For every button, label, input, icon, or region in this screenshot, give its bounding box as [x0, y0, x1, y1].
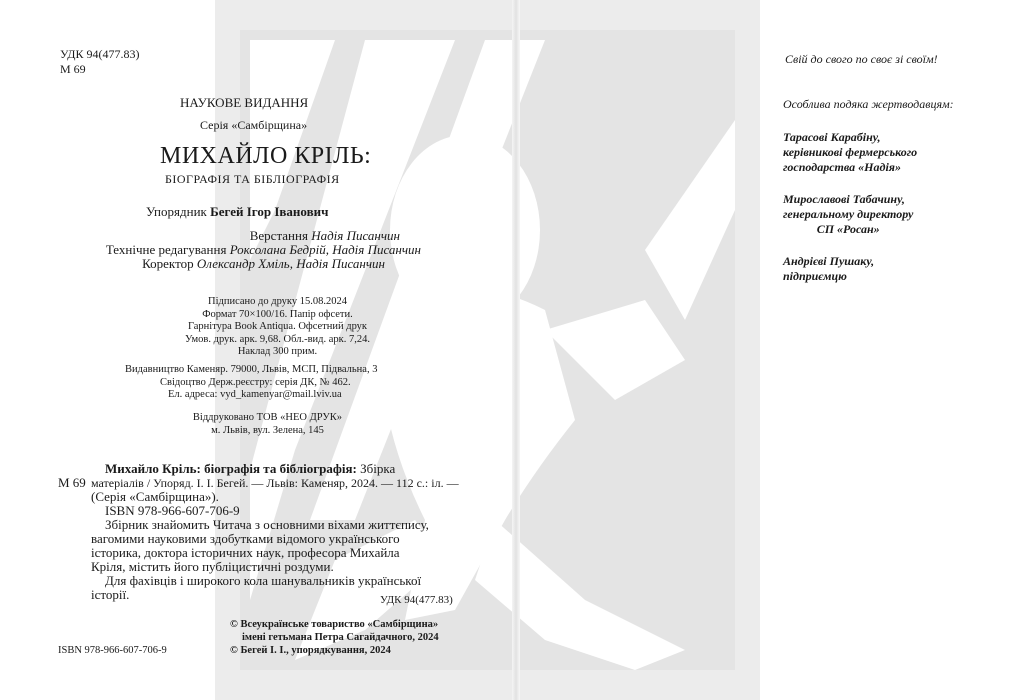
copyright-block [230, 618, 439, 657]
staff-row [95, 229, 425, 243]
staff-role: Верстання [249, 228, 308, 243]
publisher-info [125, 364, 377, 402]
annotation-line: історика, доктора історичних наук, професора Михайла [91, 545, 400, 560]
compiler-label: Упорядник [146, 204, 207, 219]
biblio-title-line [105, 462, 395, 476]
staff-row [95, 243, 425, 257]
donor-line: господарства «Надія» [783, 160, 901, 174]
donor-line: генеральному директору [783, 207, 914, 221]
annotation-line: Для фахівців і широкого кола шанувальників української [105, 573, 422, 588]
print-info-line: Наклад 300 прим. [237, 346, 318, 357]
print-info-line: Умов. друк. арк. 9,68. Обл.-вид. арк. 7,24. [184, 333, 370, 345]
staff-credits [95, 229, 425, 271]
staff-names: Олександр Хміль, Надія Писанчин [196, 256, 385, 271]
biblio-isbn: ISBN 978-966-607-706-9 [105, 503, 240, 518]
donor-line: Мирославові Табачину, [783, 192, 905, 206]
print-info-line: Гарнітура Book Antiqua. Офсетний друк [187, 321, 368, 332]
printer-line: Віддруковано ТОВ «НЕО ДРУК» [192, 412, 343, 423]
staff-names: Роксолана Бедрій, Надія Писанчин [229, 242, 421, 257]
donor-line: Андрієві Пушаку, [783, 254, 875, 268]
print-info [155, 296, 400, 359]
biblio-line: матеріалів / Упоряд. І. І. Бегей. — Львів: Каменяр, 2024. — 112 с.: іл. — [91, 476, 459, 490]
staff-names: Надія Писанчин [311, 228, 400, 243]
publisher-line: Видавництво Каменяр. 79000, Львів, МСП, Підвальна, 3 [125, 364, 378, 375]
udk-block [60, 47, 139, 77]
copyright-line: © Бегей І. І., упорядкування, 2024 [230, 645, 391, 656]
donor-line: Тарасові Карабіну, [783, 130, 881, 144]
annotation-line: історії. [91, 587, 130, 602]
biblio-code: М 69 [58, 475, 86, 490]
edition-type: НАУКОВЕ ВИДАННЯ [180, 95, 309, 110]
donor-entry [783, 192, 913, 237]
annotation-line: вагомими науковими здобутками відомого українського [91, 531, 400, 546]
staff-role: Технічне редагування [105, 242, 227, 257]
donor-line: СП «Росан» [816, 222, 880, 236]
donor-line: підприємцю [783, 269, 847, 283]
staff-role: Коректор [142, 256, 194, 271]
print-info-line: Підписано до друку 15.08.2024 [207, 296, 348, 307]
donor-entry [783, 130, 917, 175]
printer-info [180, 412, 355, 437]
series-title: Серія «Самбірщина» [200, 118, 308, 132]
printer-line: м. Львів, вул. Зелена, 145 [211, 424, 324, 436]
isbn-bottom: ISBN 978-966-607-706-9 [58, 645, 167, 656]
publisher-line: Свідоцтво Держ.реєстру: серія ДК, № 462. [160, 376, 351, 388]
author-name: МИХАЙЛО КРІЛЬ: [160, 143, 372, 169]
thanks-heading: Особлива подяка жертводавцям: [783, 97, 954, 111]
compiler-name: Бегей Ігор Іванович [210, 204, 329, 219]
copyright-line: © Всеукраїнське товариство «Самбірщина» [230, 619, 439, 630]
book-subtitle: БІОГРАФІЯ ТА БІБЛІОГРАФІЯ [165, 172, 340, 186]
biblio-line: (Серія «Самбірщина»). [91, 489, 219, 504]
copyright-line: імені гетьмана Петра Сагайдачного, 2024 [242, 632, 439, 643]
udk-code: УДК 94(477.83) [60, 47, 140, 61]
publisher-line: Ел. адреса: vyd_kamenyar@mail.lviv.ua [168, 389, 342, 400]
biblio-title-rest: Збірка [360, 461, 396, 476]
motto: Свій до свого по своє зі своїм! [785, 52, 938, 66]
print-info-line: Формат 70×100/16. Папір офсети. [202, 308, 353, 320]
author-code: М 69 [60, 62, 86, 76]
donor-line: керівникові фермерського [783, 145, 918, 159]
donor-entry [783, 254, 874, 284]
annotation-line: Збірник знайомить Читача з основними віхами життєпису, [105, 517, 429, 532]
biblio-title: Михайло Кріль: біографія та бібліографія: [105, 461, 357, 476]
udk-bottom: УДК 94(477.83) [380, 594, 453, 606]
annotation-line: Кріля, містить його публіцистичні роздуми. [91, 559, 334, 574]
staff-row [95, 257, 425, 271]
compiler-line [146, 204, 328, 220]
